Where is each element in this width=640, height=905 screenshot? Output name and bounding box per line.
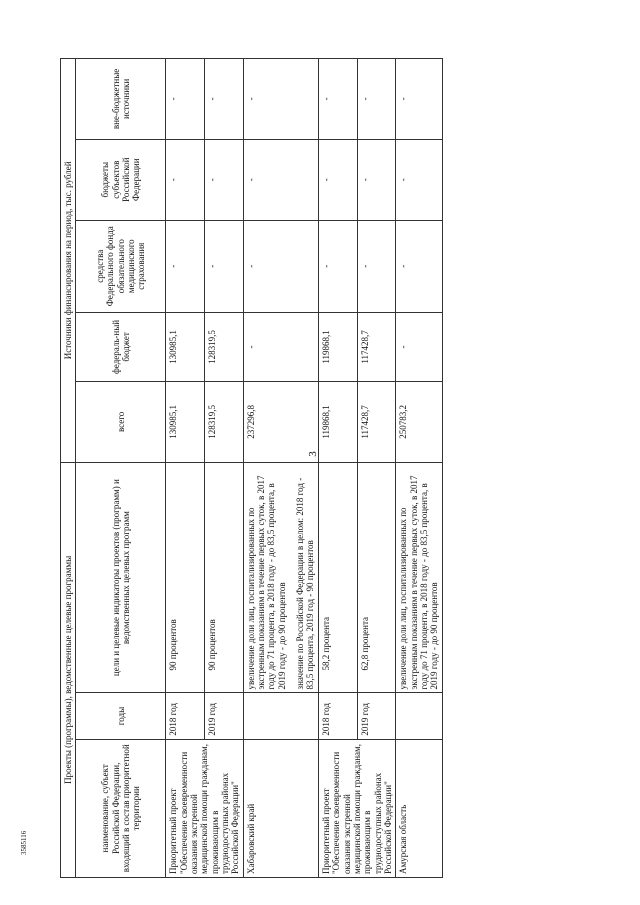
- year-cell: [243, 693, 318, 739]
- goal-text-national: значение по Российской Федерации в целом: 2018 год - 83,5 процента, 2019 год - 90 процентов: [295, 477, 316, 690]
- header-sources: Источники финансирования на период, тыс. рублей: [61, 59, 76, 463]
- regional-cell: -: [318, 139, 357, 220]
- extra-cell: -: [205, 59, 244, 140]
- table-row: [396, 59, 442, 878]
- header-name: наименование, субъект Российской Федерации, входящий в состав приоритетной территории: [76, 739, 166, 877]
- region-name: Амурская область: [396, 739, 442, 877]
- goal-cell: 90 процентов: [166, 462, 205, 693]
- goal-cell: 90 процентов: [205, 462, 244, 693]
- fund-cell: -: [205, 220, 244, 312]
- total-cell: 237296,8: [243, 382, 318, 463]
- table-row: [318, 59, 357, 878]
- extra-cell: -: [243, 59, 318, 140]
- total-cell: 117428,7: [357, 382, 396, 463]
- total-cell: 119868,1: [318, 382, 357, 463]
- page-number: 3: [306, 451, 319, 457]
- regional-cell: -: [396, 139, 442, 220]
- header-projects: Проекты (программы), ведомственные целевые программы: [61, 462, 76, 877]
- document-code: 3585116: [20, 830, 28, 855]
- year-cell: 2019 год: [357, 693, 396, 739]
- region-name: Хабаровский край: [243, 739, 318, 877]
- goal-cell: увеличение доли лиц, госпитализированных по экстренным показаниям в течение первых суток, в 2017 году до 71 процента, в 2018 году - до 83,5 процента, в 2019 году - до 90 процентов: [396, 462, 442, 693]
- header-goals: цели и целевые индикаторы проектов (программ) и ведомственных целевых программ: [76, 462, 166, 693]
- header-total: всего: [76, 382, 166, 463]
- header-extra: вне-бюджетные источники: [76, 59, 166, 140]
- total-cell: 250783,2: [396, 382, 442, 463]
- regional-cell: -: [205, 139, 244, 220]
- table-row: [243, 59, 318, 878]
- goal-cell: [243, 462, 318, 693]
- header-federal: федераль-ный бюджет: [76, 312, 166, 381]
- extra-cell: -: [166, 59, 205, 140]
- regional-cell: -: [166, 139, 205, 220]
- header-years: годы: [76, 693, 166, 739]
- header-fund: средства Федерального фонда обязательного медицинского страхования: [76, 220, 166, 312]
- federal-cell: 117428,7: [357, 312, 396, 381]
- federal-cell: -: [396, 312, 442, 381]
- project-name: Приоритетный проект "Обеспечение своевременности оказания экстренной медицинской помощи гражданам, проживающим в труднодоступных районах Российской Федерации": [318, 739, 395, 877]
- extra-cell: -: [357, 59, 396, 140]
- fund-cell: -: [318, 220, 357, 312]
- goal-cell: 58,2 процента: [318, 462, 357, 693]
- total-cell: 130985,1: [166, 382, 205, 463]
- year-cell: [396, 693, 442, 739]
- federal-cell: 119868,1: [318, 312, 357, 381]
- fund-cell: -: [243, 220, 318, 312]
- fund-cell: -: [166, 220, 205, 312]
- extra-cell: -: [318, 59, 357, 140]
- total-cell: 128319,5: [205, 382, 244, 463]
- federal-cell: 128319,5: [205, 312, 244, 381]
- federal-cell: -: [243, 312, 318, 381]
- table-row: [166, 59, 205, 878]
- financing-table: [60, 58, 443, 878]
- regional-cell: -: [357, 139, 396, 220]
- year-cell: 2019 год: [205, 693, 244, 739]
- fund-cell: -: [357, 220, 396, 312]
- year-cell: 2018 год: [166, 693, 205, 739]
- regional-cell: -: [243, 139, 318, 220]
- year-cell: 2018 год: [318, 693, 357, 739]
- goal-cell: 62,8 процента: [357, 462, 396, 693]
- goal-text: увеличение доли лиц, госпитализированных по экстренным показаниям в течение первых суток, в 2017 году до 71 процента, в 2018 году - до 83,5 процента, в 2019 году - до 90 процентов: [245, 475, 287, 690]
- project-name: Приоритетный проект "Обеспечение своевременности оказания экстренной медицинской помощи гражданам, проживающим в труднодоступных районах Российской Федерации": [166, 739, 243, 877]
- header-regional: бюджеты субъектов Российской Федерации: [76, 139, 166, 220]
- fund-cell: -: [396, 220, 442, 312]
- financing-table-rotated: [60, 58, 610, 878]
- federal-cell: 130985,1: [166, 312, 205, 381]
- extra-cell: -: [396, 59, 442, 140]
